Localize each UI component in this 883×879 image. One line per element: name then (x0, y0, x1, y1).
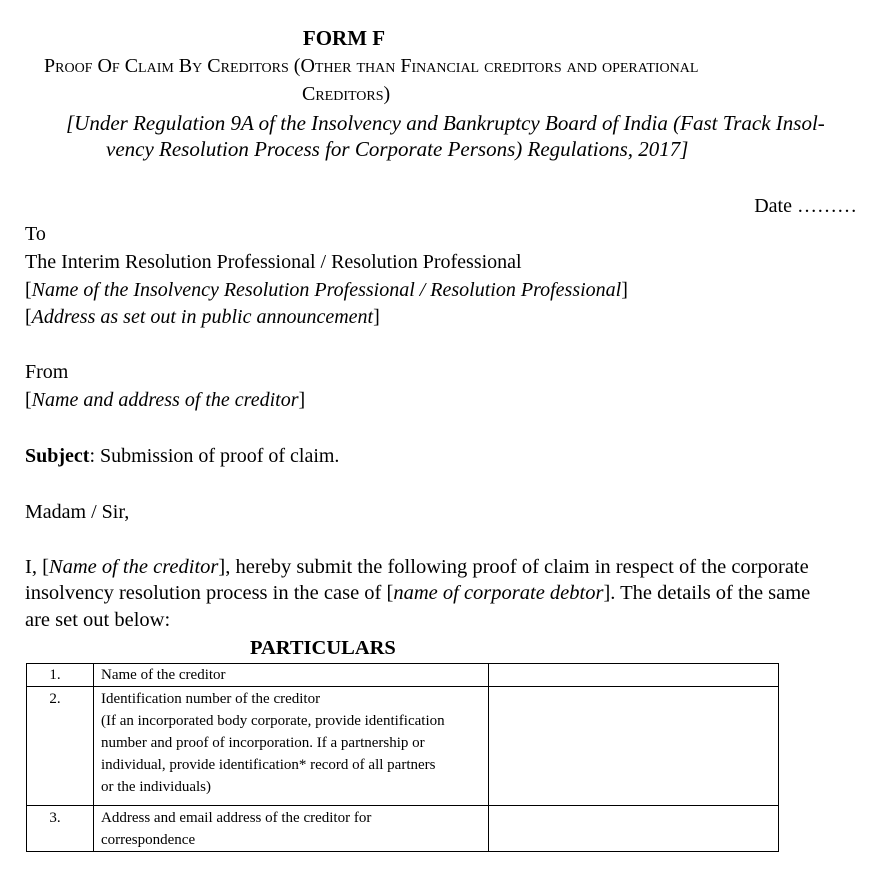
body-paragraph-line-1 (25, 556, 809, 579)
paragraph-text: ], hereby submit the following proof of claim in respect of the corporate (218, 556, 809, 578)
row-value-cell (489, 664, 779, 687)
subject-text: : Submission of proof of claim. (89, 445, 340, 467)
table-row (27, 687, 779, 806)
row-description (94, 806, 489, 852)
row-number: 3. (27, 806, 94, 852)
placeholder-text: Name of the Insolvency Resolution Professional / Resolution Professional (31, 279, 622, 301)
bracket-close: ] (373, 306, 380, 328)
table-row (27, 806, 779, 852)
sender-placeholder (25, 389, 305, 412)
description-line: number and proof of incorporation. If a partnership or (101, 735, 425, 751)
body-paragraph-line-3: are set out below: (25, 609, 171, 631)
description-line: individual, provide identification* record of all partners (101, 757, 436, 773)
bracket-close: ] (621, 279, 628, 301)
body-paragraph-line-2 (25, 582, 810, 605)
salutation: Madam / Sir, (25, 501, 130, 523)
particulars-table (26, 663, 779, 852)
bracket-open: [ (25, 389, 32, 411)
description-line: Name of the creditor (101, 667, 226, 683)
paragraph-text: I, [ (25, 556, 49, 578)
addressee-title: The Interim Resolution Professional / Resolution Professional (25, 251, 522, 273)
description-line: (If an incorporated body corporate, provide identification (101, 713, 445, 729)
row-number: 1. (27, 664, 94, 687)
form-heading-line-1: Proof Of Claim By Creditors (Other than Financial creditors and operational (44, 55, 699, 77)
particulars-title: PARTICULARS (250, 637, 396, 659)
paragraph-text: ]. The details of the same (603, 582, 811, 604)
subject-line (25, 445, 339, 468)
form-title: FORM F (302, 26, 386, 50)
bracket-open: [ (25, 279, 32, 301)
row-number: 2. (27, 687, 94, 806)
addressee-address-placeholder (25, 306, 380, 329)
table-row (27, 664, 779, 687)
description-line: correspondence (101, 832, 196, 848)
subject-label: Subject (25, 445, 90, 467)
paragraph-placeholder: name of corporate debtor (393, 582, 604, 604)
paragraph-text: insolvency resolution process in the case of [ (25, 582, 394, 604)
to-label: To (25, 223, 46, 245)
date-field: Date ……… (754, 195, 857, 217)
description-line: or the individuals) (101, 779, 211, 795)
regulation-reference-line-2: vency Resolution Process for Corporate Persons) Regulations, 2017] (106, 137, 689, 161)
regulation-reference-line-1: [Under Regulation 9A of the Insolvency and Bankruptcy Board of India (Fast Track Insol- (66, 111, 825, 135)
form-heading-line-2: Creditors) (302, 83, 391, 105)
addressee-name-placeholder (25, 279, 628, 302)
row-description (94, 687, 489, 806)
description-line: Identification number of the creditor (101, 691, 321, 707)
row-value-cell (489, 806, 779, 852)
bracket-open: [ (25, 306, 32, 328)
placeholder-text: Address as set out in public announcement (31, 306, 374, 328)
row-value-cell (489, 687, 779, 806)
placeholder-text: Name and address of the creditor (31, 389, 299, 411)
from-label: From (25, 361, 69, 383)
paragraph-placeholder: Name of the creditor (48, 556, 219, 578)
row-description (94, 664, 489, 687)
description-line: Address and email address of the creditor for (101, 810, 372, 826)
bracket-close: ] (298, 389, 306, 411)
